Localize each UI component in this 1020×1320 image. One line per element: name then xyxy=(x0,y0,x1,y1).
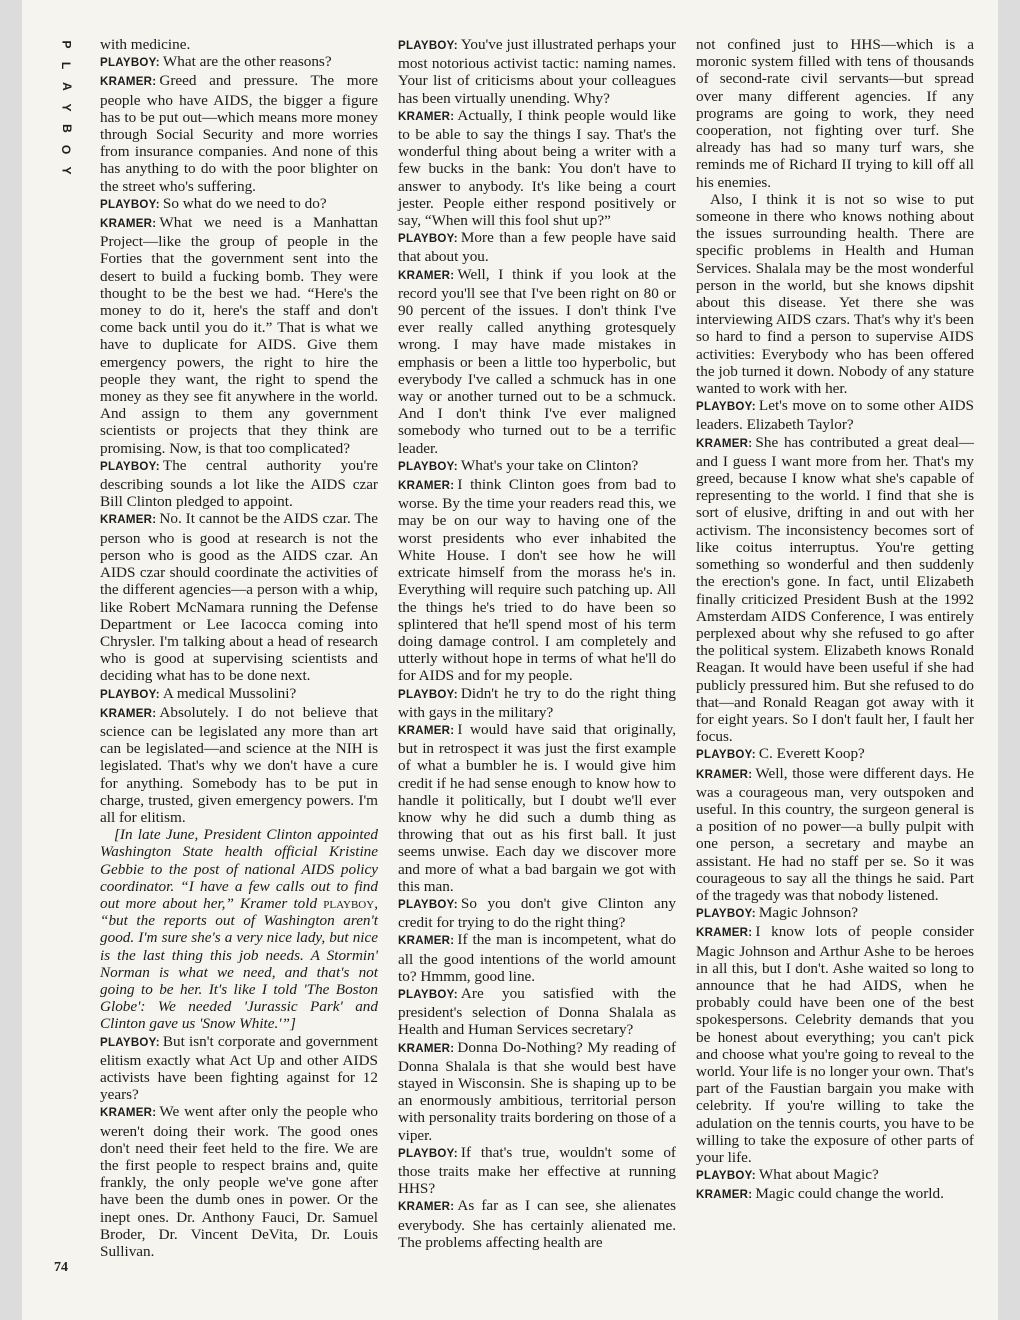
logo-letter: A xyxy=(59,82,74,91)
speaker-label: KRAMER: xyxy=(398,724,455,737)
paragraph-text: What's your take on Clinton? xyxy=(460,456,639,474)
interview-paragraph xyxy=(696,923,974,1166)
interview-paragraph xyxy=(696,745,974,764)
interview-paragraph xyxy=(696,1185,974,1204)
paragraph-text: No. It cannot be the AIDS czar. The person who is good at research is not the person who is good as the AIDS czar. An AIDS czar should coordinate the activities of the different agencies—a person with a whip, like Robert McNamara running the Defense Department or Lee Iacocca coming into Chrysler. I'm talking about a head of research who is good at supervising scientists and deciding what has to be done next. xyxy=(100,510,378,685)
paragraph-text: I think Clinton goes from bad to worse. By the time your readers read this, we may be on our way to having one of the worst presidents who ever inhabited the White House. I don't see how he will extricate himself from the morass he's in. Everything will require such patching up. All the things he's tried to do have been so splintered that he'll spend most of his term doing damage control. I am completely and utterly without hope in terms of what he'll do for AIDS and for my people. xyxy=(398,476,676,685)
speaker-label: PLAYBOY: xyxy=(398,898,458,911)
speaker-label: PLAYBOY: xyxy=(398,688,458,701)
paragraph-text: Greed and pressure. The more people who have AIDS, the bigger a figure has to be put out—which means more money through Social Security and more worries from insurance companies. And none of this has anything to do with the poor blighter on the street who's suffering. xyxy=(100,72,378,195)
paragraph-text: More than a few people have said that about you. xyxy=(398,229,676,266)
page-number: 74 xyxy=(54,1260,68,1275)
interview-paragraph xyxy=(100,457,378,511)
paragraph-text: Well, I think if you look at the record you'll see that I've been right on 80 or 90 percent of the issues. I don't think I've ever really called anything grotesquely wrong. I may have made mistakes in emphasis or been a little too hyperbolic, but everybody I've called a schmuck has in one way or another turned out to be a schmuck. And I don't think I've ever maligned somebody who turned out to be a terrific leader. xyxy=(398,265,676,457)
interview-paragraph xyxy=(100,36,378,53)
interview-paragraph xyxy=(696,434,974,746)
interview-paragraph xyxy=(398,476,676,684)
speaker-label: PLAYBOY: xyxy=(100,57,160,70)
paragraph-text: So you don't give Clinton any credit for trying to do the right thing? xyxy=(398,894,676,932)
logo-letter: L xyxy=(59,61,74,70)
paragraph-text: Well, those were different days. He was a courageous man, very outspoken and useful. In this country, the surgeon general is a position of no power—a bully pulpit with one person, a secretary and maybe an assistant. He had no staff per se. So it was courageous to say all the things he said. Part of the tragedy was that nobody listened. xyxy=(696,764,974,904)
interview-paragraph xyxy=(100,195,378,214)
paragraph-text: What we need is a Manhattan Project—like the group of people in the Forties that the government sent into the desert to build a fucking bomb. They were thought to be the best we had. “Here's the money to do it, here's the staff and don't come back until you do it.” That is what we have to duplicate for AIDS. Give them emergency powers, the right to hire the people they want, the right to spend the money as they see fit anywhere in the world. And assign to them any government scientists or projects that they think are promising. Now, is that too complicated? xyxy=(100,214,378,457)
interview-paragraph xyxy=(398,1197,676,1251)
speaker-label: KRAMER: xyxy=(398,1042,455,1055)
logo-letter: O xyxy=(59,144,74,155)
paragraph-text: C. Everett Koop? xyxy=(758,745,865,763)
interview-paragraph xyxy=(696,765,974,905)
interview-paragraph xyxy=(696,1166,974,1185)
editorial-aside xyxy=(100,826,378,1032)
interview-paragraph xyxy=(100,214,378,457)
speaker-label: PLAYBOY: xyxy=(100,460,160,473)
speaker-label: PLAYBOY: xyxy=(100,1036,160,1049)
interview-paragraph xyxy=(398,107,676,229)
logo-letter: P xyxy=(59,40,74,49)
interview-paragraph xyxy=(100,704,378,826)
speaker-label: KRAMER: xyxy=(100,218,157,231)
speaker-label: PLAYBOY: xyxy=(398,40,458,52)
aside-text-after: , “but the reports out of Washington aren't good. I'm sure she's a very nice lady, but nice is the last thing this job needs. A Stormin' Norman is what we need, and that's not going to be her. It's like I told 'The Boston Globe': We needed 'Jurassic Park' and Clinton gave us 'Snow White.'”] xyxy=(100,894,378,1033)
speaker-label: PLAYBOY: xyxy=(398,233,458,246)
paragraph-text: I know lots of people consider Magic Johnson and Arthur Ashe to be heroes in all this, but I don't. Ashe waited so long to announce that he had AIDS, when he probably could have been one of the best spokespersons. Celebrity demands that you be honest about everything; you can't pick and choose what you're going to reveal to the world. Your life is no longer your own. That's part of the Faustian bargain you make with celebrity. If you're willing to take the adulation on the tennis courts, you have to be willing to take the exposure of other parts of your life. xyxy=(696,923,974,1166)
paragraph-text: So what do we need to do? xyxy=(162,194,327,212)
speaker-label: KRAMER: xyxy=(100,514,157,527)
speaker-label: KRAMER: xyxy=(696,1189,753,1202)
paragraph-text: A medical Mussolini? xyxy=(162,684,297,702)
interview-paragraph xyxy=(398,985,676,1039)
interview-paragraph xyxy=(398,1144,676,1198)
paragraph-text: She has contributed a great deal—and I guess I want more from her. That's my greed, because I know what she's capable of representing to the world. I find that she is sort of elusive, drifting in and out with her activism. The inconsistency becomes sort of like coitus interruptus. You're getting something so wonderful and then suddenly the erection's gone. In fact, until Elizabeth finally criticized President Bush at the 1992 Amsterdam AIDS Conference, I was entirely perplexed about why she refused to go after the political system. Elizabeth knows Ronald Reagan. It would have been useful if she had publicly pressured him. But she refused to do that—and Ronald Reagan got away with it for eight years. So I don't fault her, I fault her focus. xyxy=(696,433,974,746)
speaker-label: PLAYBOY: xyxy=(696,749,756,762)
interview-paragraph xyxy=(100,685,378,704)
interview-paragraph xyxy=(100,510,378,684)
speaker-label: KRAMER: xyxy=(398,110,455,123)
paragraph-text: not confined just to HHS—which is a moronic system filled with tens of thousands of second-rate civil servants—but spread over many different agencies. If any programs are going to work, they need cooperation, not fighting over turf. She already has had so many turf wars, she reminds me of Richard II trying to kill off all his enemies. xyxy=(696,36,974,191)
logo-letter: B xyxy=(59,124,74,133)
paragraph-text: Magic Johnson? xyxy=(758,904,859,922)
interview-paragraph xyxy=(398,229,676,265)
paragraph-text: If that's true, wouldn't some of those traits make her effective at running HHS? xyxy=(398,1143,676,1198)
interview-paragraph xyxy=(398,685,676,721)
interview-paragraph xyxy=(100,72,378,194)
paragraph-text: What are the other reasons? xyxy=(162,53,332,71)
aside-text-before: [In late June, President Clinton appointed Washington State health official Kristine Gebbie to the post of national AIDS policy coordinator. “I have a few calls out to find out more about her,” Kramer told xyxy=(100,826,378,912)
paragraph-text: Donna Do-Nothing? My reading of Donna Shalala is that she would best have stayed in Wisconsin. She is shaping up to be an enormously ambitious, territorial person with personality traits bordering on those of a viper. xyxy=(398,1038,676,1144)
speaker-label: KRAMER: xyxy=(696,768,753,781)
speaker-label: PLAYBOY: xyxy=(398,988,458,1001)
logo-letter: Y xyxy=(59,166,74,175)
speaker-label: KRAMER: xyxy=(398,480,455,493)
paragraph-text: Magic could change the world. xyxy=(755,1185,944,1203)
paragraph-text: Let's move on to some other AIDS leaders. Elizabeth Taylor? xyxy=(696,397,974,434)
paragraph-text: What about Magic? xyxy=(758,1166,879,1184)
speaker-label: PLAYBOY: xyxy=(100,688,160,701)
speaker-label: KRAMER: xyxy=(100,76,157,89)
paragraph-text: Are you satisfied with the president's selection of Donna Shalala as Health and Human Services secretary? xyxy=(398,984,676,1039)
interview-paragraph xyxy=(100,1103,378,1260)
paragraph-text: The central authority you're describing sounds a lot like the AIDS czar Bill Clinton pledged to appoint. xyxy=(100,456,378,511)
interview-paragraph xyxy=(696,904,974,923)
interview-paragraph xyxy=(398,1039,676,1144)
paragraph-text: I would have said that originally, but in retrospect it was just the first example of what a bumbler he is. I would give him credit if he had sense enough to know how to handle it politically, but I doubt we'll ever know why he did such a dumb thing as throwing that out as his first ball. It just seems unwise. Each day we discover more and more of what a bad bargain we got with this man. xyxy=(398,720,676,895)
speaker-label: PLAYBOY: xyxy=(696,908,756,921)
interview-paragraph xyxy=(696,36,974,191)
text-column-2 xyxy=(398,36,676,1251)
speaker-label: PLAYBOY: xyxy=(696,1170,756,1183)
speaker-label: KRAMER: xyxy=(398,269,455,282)
logo-letter: Y xyxy=(59,103,74,112)
speaker-label: PLAYBOY: xyxy=(398,460,458,473)
interview-paragraph xyxy=(696,191,974,397)
text-column-3 xyxy=(696,36,974,1205)
speaker-label: PLAYBOY: xyxy=(100,198,160,211)
paragraph-text: If the man is incompetent, what do all the good intentions of the world amount to? Hmmm, good line. xyxy=(398,931,676,985)
magazine-logo xyxy=(56,34,76,181)
paragraph-text: You've just illustrated perhaps your most notorious activist tactic: naming names. Your list of criticisms about your colleagues has been virtually unending. Why? xyxy=(398,36,676,107)
aside-smallcaps: playboy xyxy=(323,894,375,912)
interview-paragraph xyxy=(100,53,378,72)
speaker-label: KRAMER: xyxy=(696,437,753,450)
paragraph-text: Absolutely. I do not believe that science can be legislated any more than art can be legislated—and science at the NIH is legislated. That's why we don't have a cure for anything. Somebody has to be put in charge, trusted, given emergency powers. I'm all for elitism. xyxy=(100,703,378,826)
interview-paragraph xyxy=(100,1033,378,1104)
paragraph-text: Actually, I think people would like to be able to say the things I say. That's the wonderful thing about being a writer with a few bucks in the bank: You don't have to answer to anybody. It's like being a court jester. People either respond positively or say, “When will this fool shut up?” xyxy=(398,106,676,230)
speaker-label: KRAMER: xyxy=(398,1201,455,1214)
paragraph-text: But isn't corporate and government elitism exactly what Act Up and other AIDS activists have been fighting against for 12 years? xyxy=(100,1032,378,1104)
speaker-label: PLAYBOY: xyxy=(398,1147,458,1160)
interview-paragraph xyxy=(398,36,676,107)
text-column-1 xyxy=(100,36,378,1260)
interview-paragraph xyxy=(398,266,676,457)
interview-paragraph xyxy=(696,397,974,433)
interview-paragraph xyxy=(398,895,676,931)
paragraph-text: Also, I think it is not so wise to put someone in there who knows nothing about the issues surrounding health. There are specific problems in Health and Human Services. Shalala may be the most wonderful person in the world, but she knows dipshit about this disease. Yet there she was interviewing AIDS czars. That's why it's been so hard to find a person to supervise AIDS activities: Everybody who has been offered the job turned it down. Nobody of any stature wanted to work with her. xyxy=(696,190,974,398)
magazine-page xyxy=(22,0,998,1320)
paragraph-text: As far as I can see, she alienates everybody. She has certainly alienated me. The problems affecting health are xyxy=(398,1197,676,1251)
paragraph-text: with medicine. xyxy=(100,36,191,53)
interview-paragraph xyxy=(398,931,676,985)
paragraph-text: We went after only the people who weren't doing their work. The good ones don't need their feet held to the fire. We are the first people to respect brains and, quite frankly, the only people we've gone after have been the dumb ones in power. Or the inept ones. Dr. Anthony Fauci, Dr. Samuel Broder, Dr. Vincent DeVita, Dr. Louis Sullivan. xyxy=(100,1103,378,1261)
speaker-label: KRAMER: xyxy=(696,927,753,940)
speaker-label: PLAYBOY: xyxy=(696,401,756,414)
interview-paragraph xyxy=(398,457,676,476)
paragraph-text: Didn't he try to do the right thing with gays in the military? xyxy=(398,684,676,721)
speaker-label: KRAMER: xyxy=(100,1107,157,1120)
interview-paragraph xyxy=(398,721,676,895)
speaker-label: KRAMER: xyxy=(398,935,455,948)
speaker-label: KRAMER: xyxy=(100,707,157,720)
